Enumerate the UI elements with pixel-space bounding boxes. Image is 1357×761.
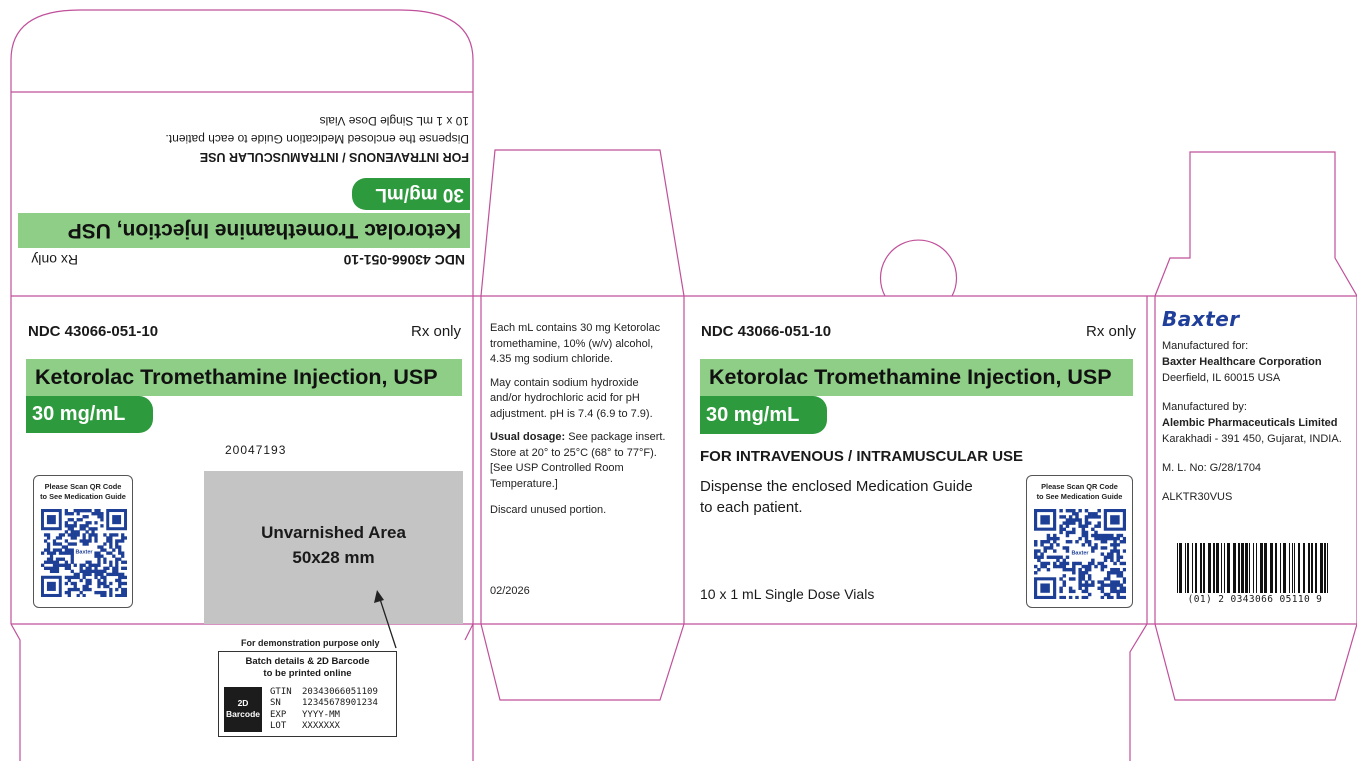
barcode-2d-placeholder: 2D Barcode <box>224 687 262 732</box>
unvarnished-area <box>204 471 463 624</box>
manufactured-by-address: Karakhadi - 391 450, Gujarat, INDIA. <box>1162 433 1342 445</box>
product-name-right: Ketorolac Tromethamine Injection, USP <box>700 359 1133 396</box>
product-name-left: Ketorolac Tromethamine Injection, USP <box>26 359 462 396</box>
unvarnished-size: 50x28 mm <box>292 548 375 567</box>
batch-rows <box>270 687 378 732</box>
ndc-right: NDC 43066-051-10 <box>701 323 832 340</box>
manufactured-by-name: Alembic Pharmaceuticals Limited <box>1162 417 1338 429</box>
batch-title-2: to be printed online <box>263 668 352 679</box>
side-info-panel <box>490 321 680 519</box>
ph-note: May contain sodium hydroxide and/or hydrochloric acid for pH adjustment. pH is 7.4 (6.9 to 7.9). <box>490 376 653 420</box>
rx-left: Rx only <box>411 323 462 340</box>
batch-row: SN 12345678901234 <box>270 698 378 709</box>
qr-code-icon <box>1034 509 1126 599</box>
pack-inverted: 10 x 1 mL Single Dose Vials <box>319 114 469 128</box>
strength-right: 30 mg/mL <box>700 396 827 434</box>
pack-size: 10 x 1 mL Single Dose Vials <box>700 586 875 602</box>
discard-note: Discard unused portion. <box>490 504 607 516</box>
brand-logo: Baxter <box>1162 307 1240 331</box>
med-guide-inverted: Dispense the enclosed Medication Guide to each patient. <box>165 132 469 146</box>
manufactured-for-address: Deerfield, IL 60015 USA <box>1162 372 1281 384</box>
top-flap-inverted <box>11 92 473 292</box>
ndc-left: NDC 43066-051-10 <box>28 323 159 340</box>
item-code: 20047193 <box>225 443 287 457</box>
rx-right: Rx only <box>1086 323 1137 340</box>
right-front-panel <box>684 296 1147 624</box>
strength-inverted: 30 mg/mL <box>352 178 470 210</box>
product-name-inverted: Ketorolac Tromethamine Injection, USP <box>18 213 470 248</box>
ndc-inverted: NDC 43066-051-10 <box>343 252 465 268</box>
linear-barcode <box>1175 543 1335 595</box>
manufacturer-panel <box>1162 306 1354 505</box>
route-inverted: FOR INTRAVENOUS / INTRAMUSCULAR USE <box>199 150 469 164</box>
svg-text:Baxter: Baxter <box>75 549 93 556</box>
batch-row: GTIN 20343066051109 <box>270 687 378 697</box>
manufactured-for-label: Manufactured for: <box>1162 340 1249 352</box>
route-right: FOR INTRAVENOUS / INTRAMUSCULAR USE <box>700 448 1024 465</box>
unvarnished-title: Unvarnished Area <box>261 523 406 542</box>
rx-inverted: Rx only <box>31 252 78 268</box>
qr-code-left[interactable]: Please Scan QR Code to See Medication Guide Baxter <box>33 475 133 608</box>
strength-left: 30 mg/mL <box>26 396 153 433</box>
license-number: M. L. No: G/28/1704 <box>1162 462 1262 474</box>
product-code: ALKTR30VUS <box>1162 491 1233 503</box>
med-guide-right: Dispense the enclosed Medication Guide to each patient. <box>700 478 973 516</box>
barcode-text: (01) 2 0343066 05110 9 <box>1187 594 1323 605</box>
svg-text:Baxter: Baxter <box>1071 550 1089 557</box>
manufactured-by-label: Manufactured by: <box>1162 401 1247 413</box>
qr-code-right[interactable]: Please Scan QR Code to See Medication Guide Baxter <box>1026 475 1133 608</box>
manufactured-for-name: Baxter Healthcare Corporation <box>1162 356 1322 368</box>
batch-row: EXP YYYY-MM <box>270 709 340 720</box>
demo-note: For demonstration purpose only <box>241 638 380 648</box>
composition: Each mL contains 30 mg Ketorolac tromethamine, 10% (w/v) alcohol, 4.35 mg sodium chloride. <box>490 322 661 365</box>
batch-title-1: Batch details & 2D Barcode <box>245 656 370 667</box>
dosage: Usual dosage: See package insert. <box>490 431 666 443</box>
qr-code-icon <box>41 509 127 597</box>
left-front-panel <box>11 296 473 624</box>
batch-details-box <box>218 651 397 737</box>
date-code: 02/2026 <box>490 585 530 597</box>
storage: Store at 20° to 25°C (68° to 77°F). [See USP Controlled Room Temperature.] <box>490 446 657 490</box>
batch-row: LOT XXXXXXX <box>270 720 340 731</box>
